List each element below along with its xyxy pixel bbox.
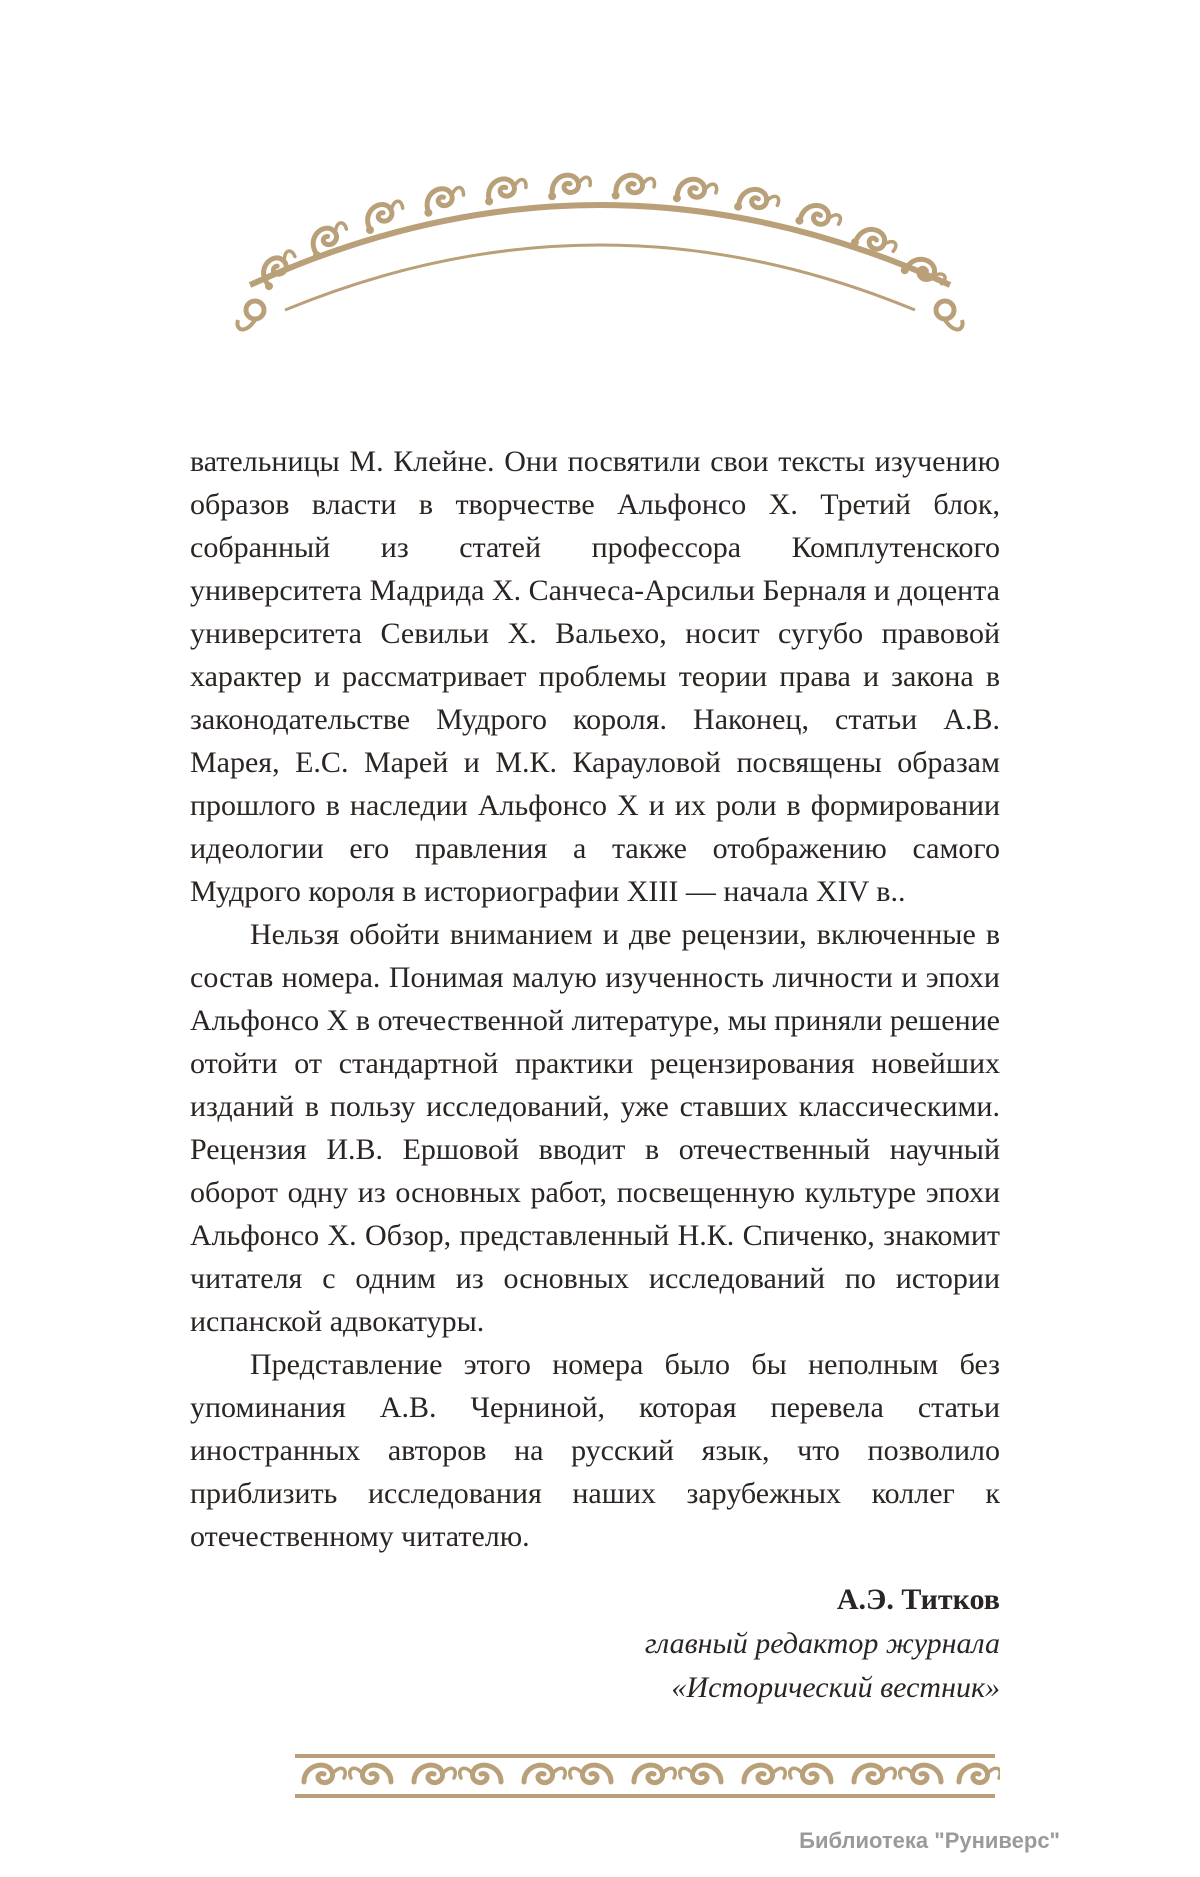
paragraph-3: Представление этого номера было бы неполным без упоминания А.В. Черниной, которая перевела статьи иностранных авторов на русский язык, что позволило приблизить исследования наших зарубежных коллег к отечественному читателю. <box>190 1348 1000 1553</box>
author-role-line1: главный редактор журнала <box>644 1627 1000 1660</box>
library-watermark: Библиотека "Руниверс" <box>799 1828 1060 1853</box>
paragraph-2: Нельзя обойти вниманием и две рецензии, включенные в состав номера. Понимая малую изученность личности и эпохи Альфонсо Х в отечественной литературе, мы приняли решение отойти от стандартной практики рецензирования новейших изданий в пользу исследований, уже ставших классическими. Рецензия И.В. Ершовой вводит в отечественный научный оборот одну из основных работ, посвещенную культуре эпохи Альфонсо Х. Обзор, представленный Н.К. Спиченко, знакомит читателя с одним из основных исследований по истории испанской адвокатуры. <box>190 918 1000 1338</box>
article-text <box>190 440 1000 1558</box>
signature-block <box>645 1578 1000 1710</box>
ornament-border-icon <box>290 1746 1000 1806</box>
author-name: А.Э. Титков <box>836 1583 1000 1616</box>
paragraph-1: вательницы М. Клейне. Они посвятили свои тексты изучению образов власти в творчестве Альфонсо Х. Третий блок, собранный из статей профессора Комплутенского университета Мадрида Х. Санчеса-Арсильи Берналя и доцента университета Севильи Х. Вальехо, носит сугубо правовой характер и рассматривает проблемы теории права и закона в законодательстве Мудрого короля. Наконец, статьи А.В. Марея, Е.С. Марей и М.К. Карауловой посвящены образам прошлого в наследии Альфонсо Х и их роли в формировании идеологии его правления а также отображению самого Мудрого короля в историографии XIII — начала XIV в.. <box>190 445 1000 908</box>
author-role-line2: «Исторический вестник» <box>671 1671 1000 1704</box>
ornament-arch-icon <box>230 160 970 350</box>
